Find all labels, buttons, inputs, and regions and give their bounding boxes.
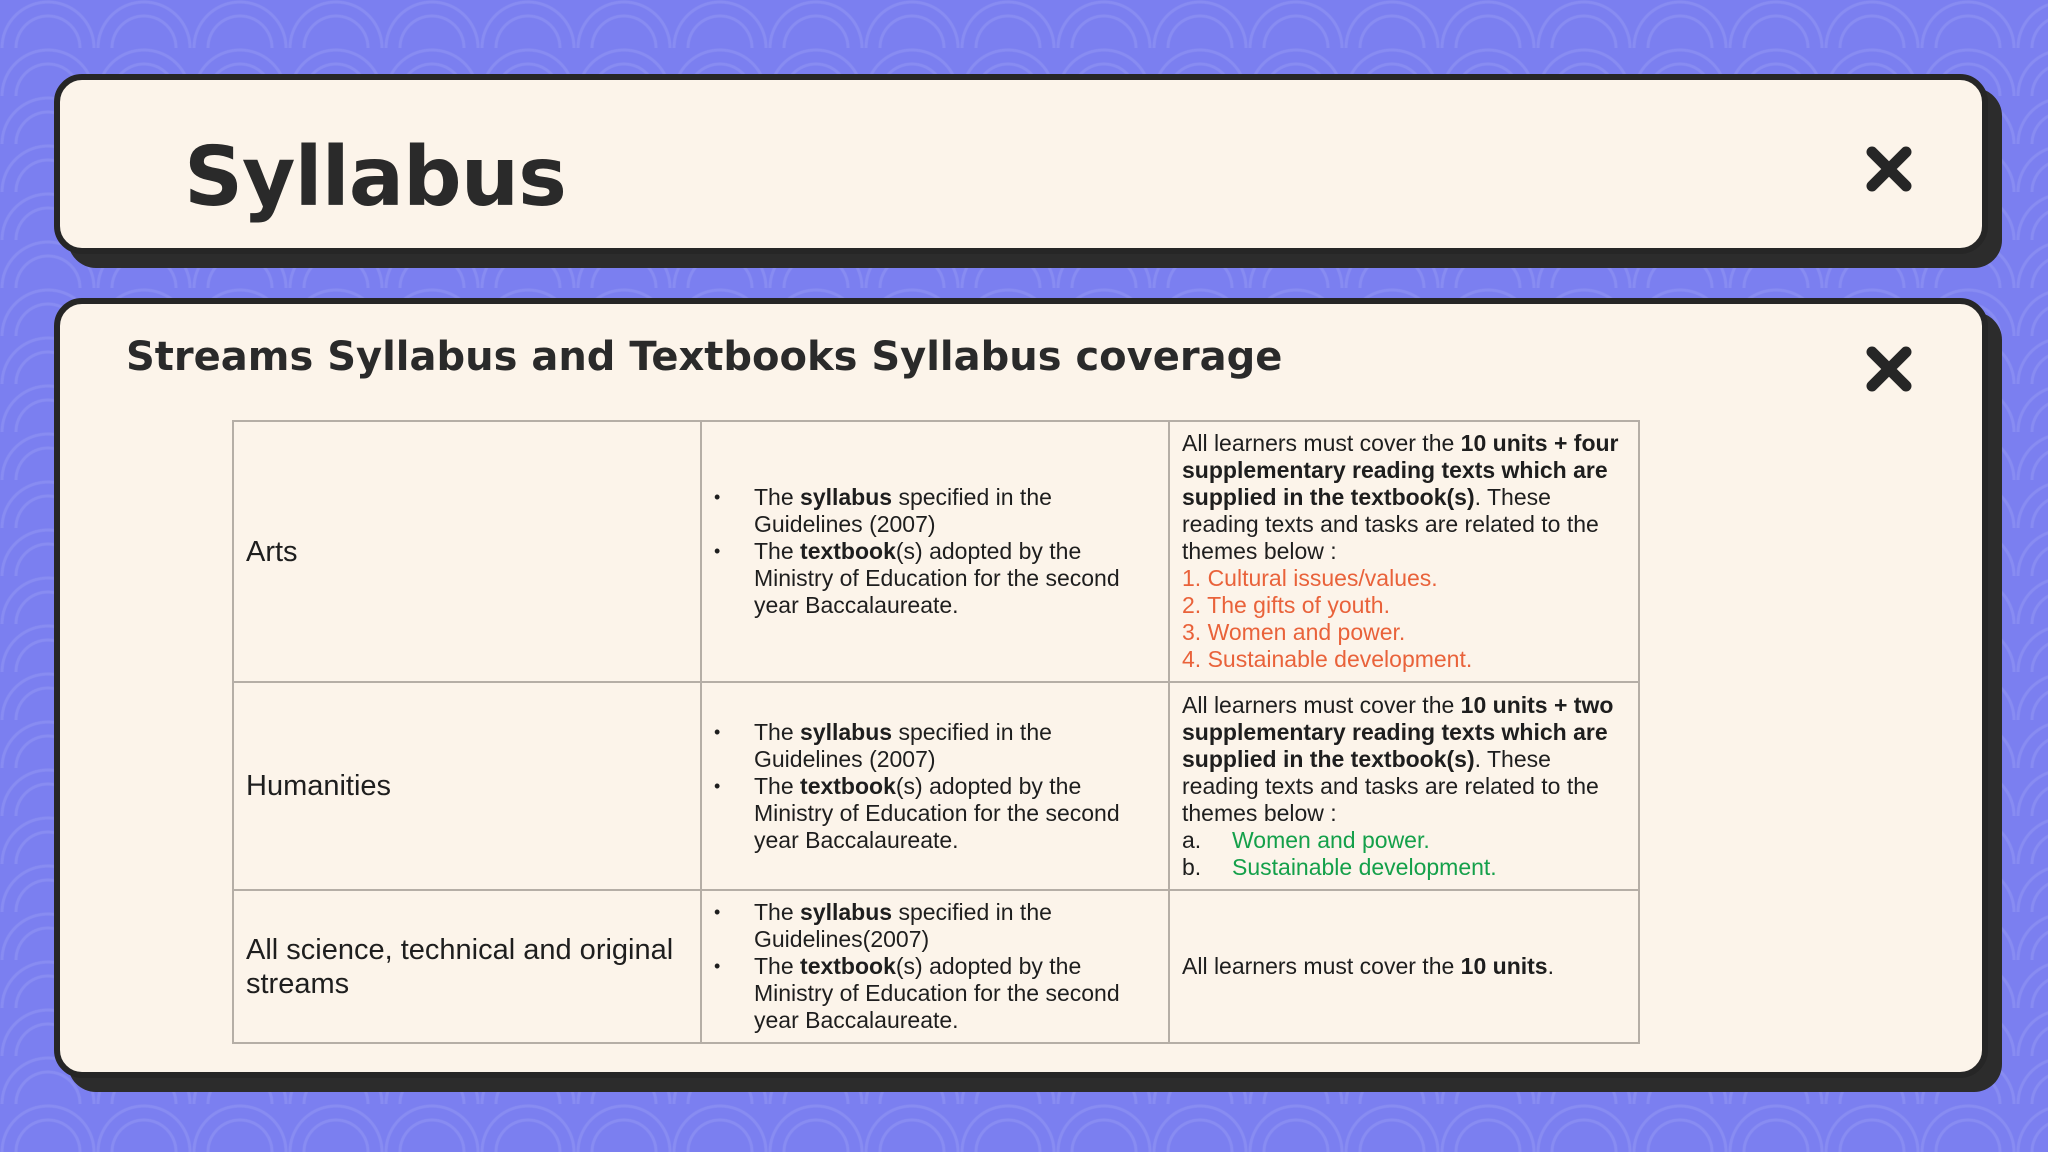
coverage-cell: All learners must cover the 10 units + two supplementary reading texts which are supplied in the textbook(s). These reading texts and tasks are related to the themes below : a. Women and power. b. Sustainable development.	[1169, 682, 1639, 890]
syllabus-list	[714, 719, 1156, 854]
list-item: • The syllabus specified in the Guidelines (2007)	[714, 719, 1156, 773]
list-item: • The textbook(s) adopted by the Ministry of Education for the second year Baccalaureate.	[714, 538, 1156, 619]
theme-item: b. Sustainable development.	[1182, 853, 1497, 880]
title-card	[54, 74, 1988, 254]
coverage-cell: All learners must cover the 10 units + four supplementary reading texts which are supplied in the textbook(s). These reading texts and tasks are related to the themes below : 1. Cultural issues/values. 2. The gifts of youth. 3. Women and power. 4. Sustainable development.	[1169, 421, 1639, 682]
table-row	[233, 421, 1639, 682]
stream-cell: All science, technical and original streams	[233, 890, 701, 1043]
section-subtitle: Streams Syllabus and Textbooks Syllabus coverage	[126, 334, 1283, 380]
syllabus-cell	[701, 682, 1169, 890]
syllabus-cell	[701, 421, 1169, 682]
syllabus-table	[232, 420, 1640, 1044]
close-icon[interactable]	[1866, 346, 1912, 392]
list-item: • The textbook(s) adopted by the Ministry of Education for the second year Baccalaureate.	[714, 953, 1156, 1034]
content-card	[54, 298, 1988, 1078]
list-item: • The textbook(s) adopted by the Ministry of Education for the second year Baccalaureate.	[714, 773, 1156, 854]
stream-cell: Arts	[233, 421, 701, 682]
table-row	[233, 890, 1639, 1043]
theme-item: 2. The gifts of youth.	[1182, 592, 1390, 618]
page-title: Syllabus	[184, 130, 566, 225]
syllabus-cell	[701, 890, 1169, 1043]
table-row	[233, 682, 1639, 890]
theme-item: 4. Sustainable development.	[1182, 646, 1473, 672]
theme-item: 3. Women and power.	[1182, 619, 1406, 645]
stream-cell: Humanities	[233, 682, 701, 890]
theme-item: a. Women and power.	[1182, 826, 1430, 853]
syllabus-list	[714, 899, 1156, 1034]
list-item: • The syllabus specified in the Guidelines (2007)	[714, 484, 1156, 538]
theme-item: 1. Cultural issues/values.	[1182, 565, 1438, 591]
syllabus-list	[714, 484, 1156, 619]
close-icon[interactable]	[1866, 146, 1912, 192]
list-item: • The syllabus specified in the Guidelines(2007)	[714, 899, 1156, 953]
coverage-cell: All learners must cover the 10 units.	[1169, 890, 1639, 1043]
